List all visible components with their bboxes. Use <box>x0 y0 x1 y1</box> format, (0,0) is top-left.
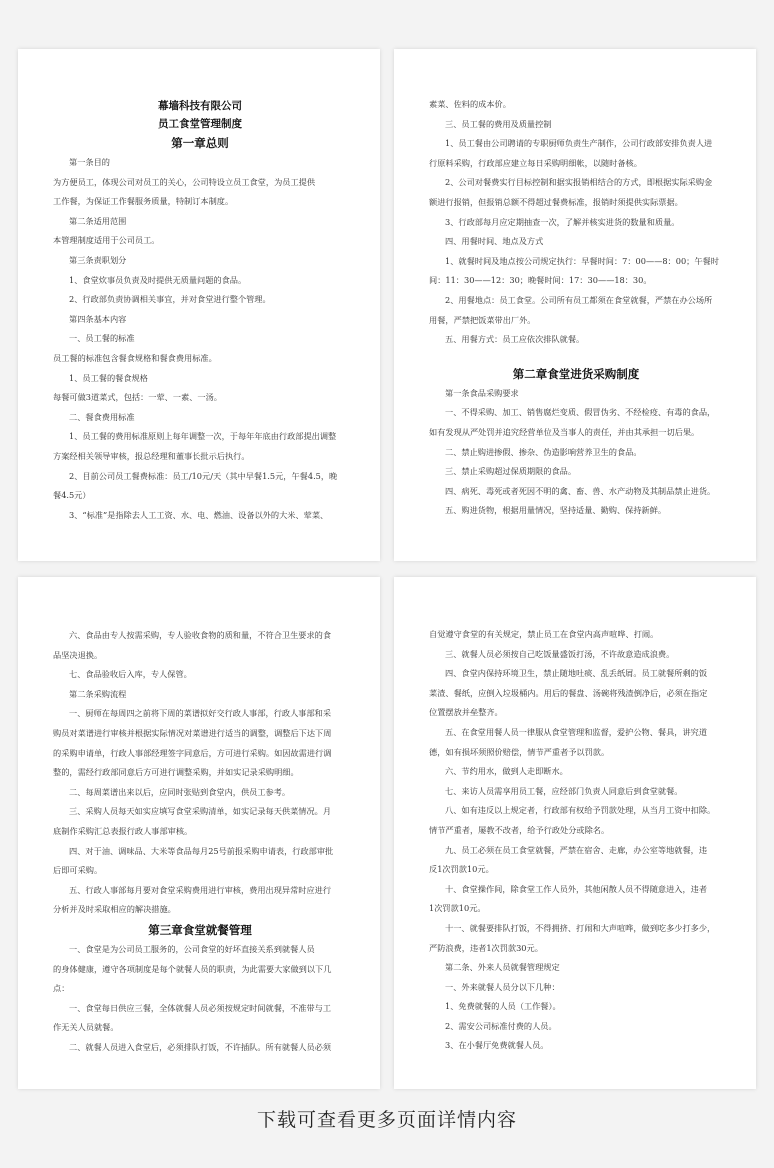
text-line: 2、用餐地点：员工食堂。公司所有员工都须在食堂就餐，严禁在办公场所 <box>445 294 713 305</box>
text-line: 1、员工餐的费用标准原则上每年调整一次，于每年年底由行政部提出调整 <box>69 431 337 442</box>
text-line: 间：11：30——12：30；晚餐时间：17：30——18：30。 <box>429 275 652 286</box>
document-page-3 <box>18 577 380 1089</box>
text-line: 为方便员工，体现公司对员工的关心，公司特设立员工食堂，为员工提供 <box>53 176 316 187</box>
text-line: 餐4.5元） <box>53 490 91 501</box>
text-line: 1、免费就餐的人员（工作餐）。 <box>445 1001 561 1012</box>
text-line: 一、员工餐的标准 <box>69 333 135 344</box>
text-line: 十一、就餐要排队打饭，不得拥挤、打闹和大声喧哗，做到吃多少打多少， <box>445 922 716 933</box>
text-line: 1、食堂炊事员负责及时提供无质量问题的食品。 <box>69 274 247 285</box>
text-line: 情节严重者，屡教不改者，给予行政处分或除名。 <box>429 824 610 835</box>
text-line: 分析并及时采取相应的解决措施。 <box>53 904 176 915</box>
text-line: 二、每周菜谱出来以后，应同时张贴到食堂内，供员工参考。 <box>69 786 291 797</box>
text-line: 第二条适用范围 <box>69 215 127 226</box>
document-page-2 <box>394 49 756 561</box>
chapter-heading: 第三章食堂就餐管理 <box>148 922 252 937</box>
document-page-4 <box>394 577 756 1089</box>
text-line: 第二条采购流程 <box>69 688 127 699</box>
text-line: 第一条食品采购要求 <box>445 387 519 398</box>
download-more-prompt[interactable]: 下载可查看更多页面详情内容 <box>256 1109 517 1131</box>
text-line: 六、食品由专人按需采购，专人验收食物的质和量，不符合卫生要求的食 <box>69 630 332 640</box>
text-line: 2、公司对餐费实行目标控制和据实报销相结合的方式，即根据实际采购金 <box>445 177 713 188</box>
paragraph-block <box>429 625 723 1056</box>
text-line: 购员对菜谱进行审核并根据实际情况对菜谱进行适当的调整，调整后下达下周 <box>53 727 332 738</box>
text-line: 严防浪费，违者1次罚款30元。 <box>429 942 543 953</box>
text-line: 二、禁止购进掺假、掺杂、伪造影响营养卫生的食品。 <box>445 446 642 457</box>
text-line: 行原料采购，行政部应建立每日采购明细帐，以随时备核。 <box>429 157 642 168</box>
text-line: 的采购申请单，行政人事部经理签字同意后，方可进行采购。如因故需进行调 <box>53 747 332 758</box>
text-line: 整的，需经行政部同意后方可进行调整采购，并如实记录采购明细。 <box>53 767 299 778</box>
paragraph-block <box>429 384 723 521</box>
text-line: 点： <box>53 983 70 994</box>
paragraph-block <box>53 153 347 525</box>
text-line: 后即可采购。 <box>53 865 103 876</box>
text-line: 每餐可做3道菜式，包括：一荤、一素、一汤。 <box>53 392 222 403</box>
text-line: 1、就餐时间及地点按公司规定执行：早餐时间：7：00——8：00；午餐时 <box>445 255 719 266</box>
text-line: 二、餐食费用标准 <box>69 411 135 422</box>
paragraph-block <box>53 940 347 1058</box>
text-line: 方案经相关领导审核，报总经理和董事长批示后执行。 <box>53 450 250 461</box>
text-line: 二、就餐人员进入食堂后，必须排队打饭，不许插队。所有就餐人员必须 <box>69 1041 332 1052</box>
text-line: 七、食品验收后入库，专人保管。 <box>69 669 192 680</box>
text-line: 三、员工餐的费用及质量控制 <box>445 118 552 129</box>
text-line: 3、行政部每月应定期抽查一次，了解并核实进货的数量和质量。 <box>445 216 680 227</box>
text-line: 三、禁止采购超过保质期限的食品。 <box>445 466 577 477</box>
text-line: 菜渣、餐纸，应倒入垃圾桶内。用后的餐盘、汤碗将残渣倒净后，必须在指定 <box>429 687 708 698</box>
text-line: 德，如有损坏须照价赔偿，情节严重者予以罚款。 <box>429 746 610 757</box>
paragraph-block <box>53 626 347 920</box>
text-line: 三、就餐人员必须按自己吃饭量盛饭打汤，不许故意造成浪费。 <box>445 648 675 659</box>
text-line: 三、采购人员每天如实应填写食堂采购清单，如实记录每天供菜情况。月 <box>69 806 332 817</box>
text-line: 3、“标准”是指除去人工工资、水、电、燃油、设备以外的大米、荤菜、 <box>69 509 329 520</box>
text-line: 一、不得采购、加工、销售腐烂变质、假冒伪劣、不经检疫、有毒的食品， <box>445 407 716 418</box>
document-title: 员工食堂管理制度 <box>158 118 242 130</box>
text-line: 第二条、外来人员就餐管理规定 <box>445 962 560 973</box>
text-line: 位置摆放并垒整齐。 <box>429 707 503 718</box>
text-line: 的身体健康，遵守各项制度是每个就餐人员的职责，为此需要大家做到以下几 <box>53 963 332 974</box>
text-line: 用餐，严禁把饭菜带出厂外。 <box>429 314 536 325</box>
text-line: 3、在小餐厅免费就餐人员。 <box>445 1040 549 1051</box>
text-line: 本管理制度适用于公司员工。 <box>53 235 160 246</box>
text-line: 九、员工必须在员工食堂就餐，严禁在宿舍、走廊，办公室等地就餐，违 <box>445 844 708 855</box>
text-line: 2、目前公司员工餐费标准：员工/10元/天（其中早餐1.5元，午餐4.5，晚 <box>69 470 338 481</box>
text-line: 四、对于油、调味品、大米等食品每月25号前报采购申请表，行政部审批 <box>69 845 334 856</box>
text-line: 五、在食堂用餐人员一律服从食堂管理和监督，爱护公物、餐具，讲究道 <box>445 726 708 737</box>
text-line: 五、购进货物，根据用量情况，坚持适量、勤购、保持新鲜。 <box>445 505 667 516</box>
paragraph-block <box>429 95 723 350</box>
text-line: 一、食堂是为公司员工服务的，公司食堂的好坏直接关系到就餐人员 <box>69 943 315 954</box>
document-page-1 <box>18 49 380 561</box>
text-line: 品坚决退换。 <box>53 649 103 660</box>
text-line: 1、员工餐由公司聘请的专职厨师负责生产制作，公司行政部安排负责人进 <box>445 138 713 149</box>
text-line: 额进行报销，但报销总额不得超过餐费标准，报销时须提供实际票据。 <box>429 196 683 207</box>
text-line: 底制作采购汇总表报行政人事部审核。 <box>53 825 193 836</box>
text-line: 四、食堂内保持环境卫生，禁止随地吐痰、乱丢纸屑。员工就餐所剩的饭 <box>445 668 708 679</box>
text-line: 员工餐的标准包含餐食规格和餐食费用标准。 <box>53 352 217 363</box>
text-line: 一、外来就餐人员分以下几种： <box>445 981 560 992</box>
text-line: 自觉遵守食堂的有关规定，禁止员工在食堂内高声喧哗、打闹。 <box>429 629 659 639</box>
text-line: 四、用餐时间、地点及方式 <box>445 236 544 247</box>
text-line: 反1次罚款10元。 <box>429 864 494 875</box>
text-line: 五、行政人事部每月要对食堂采购费用进行审核，费用出现异常时应进行 <box>69 884 332 895</box>
text-line: 一、食堂每日供应三餐，全体就餐人员必须按规定时间就餐，不准带与工 <box>69 1002 332 1013</box>
text-line: 如有发现从严处罚并追究经营单位及当事人的责任，并由其承担一切后果。 <box>429 426 700 437</box>
text-line: 1次罚款10元。 <box>429 903 486 914</box>
text-line: 八、如有违反以上规定者，行政部有权给予罚款处理，从当月工资中扣除。 <box>445 805 716 816</box>
chapter-heading: 第一章总则 <box>171 136 229 150</box>
text-line: 第四条基本内容 <box>69 313 127 324</box>
chapter-heading: 第二章食堂进货采购制度 <box>512 366 640 381</box>
text-line: 第三条责职划分 <box>69 254 127 265</box>
text-line: 工作餐，为保证工作餐服务质量，特制订本制度。 <box>53 196 234 207</box>
text-line: 2、需安公司标准付费的人员。 <box>445 1020 557 1031</box>
text-line: 2、行政部负责协调相关事宜，并对食堂进行整个管理。 <box>69 294 271 305</box>
text-line: 1、员工餐的餐食规格 <box>69 372 148 383</box>
text-line: 十、食堂操作间，除食堂工作人员外，其他闲散人员不得随意进入，违者 <box>445 883 708 894</box>
text-line: 一、厨师在每周四之前将下周的菜谱拟好交行政人事部，行政人事部和采 <box>69 708 332 719</box>
text-line: 四、病死、毒死或者死因不明的禽、畜、兽、水产动物及其制品禁止进货。 <box>445 485 716 496</box>
text-line: 五、用餐方式：员工应依次排队就餐。 <box>445 334 585 345</box>
text-line: 七、来访人员需享用员工餐，应经部门负责人同意后到食堂就餐。 <box>445 785 683 796</box>
text-line: 第一条目的 <box>69 157 110 167</box>
text-line: 作无关人员就餐。 <box>53 1022 119 1033</box>
text-line: 素菜、佐料的成本价。 <box>429 99 511 109</box>
company-name: 幕墙科技有限公司 <box>158 100 242 112</box>
text-line: 六、节约用水，做到人走即断水。 <box>445 766 568 777</box>
